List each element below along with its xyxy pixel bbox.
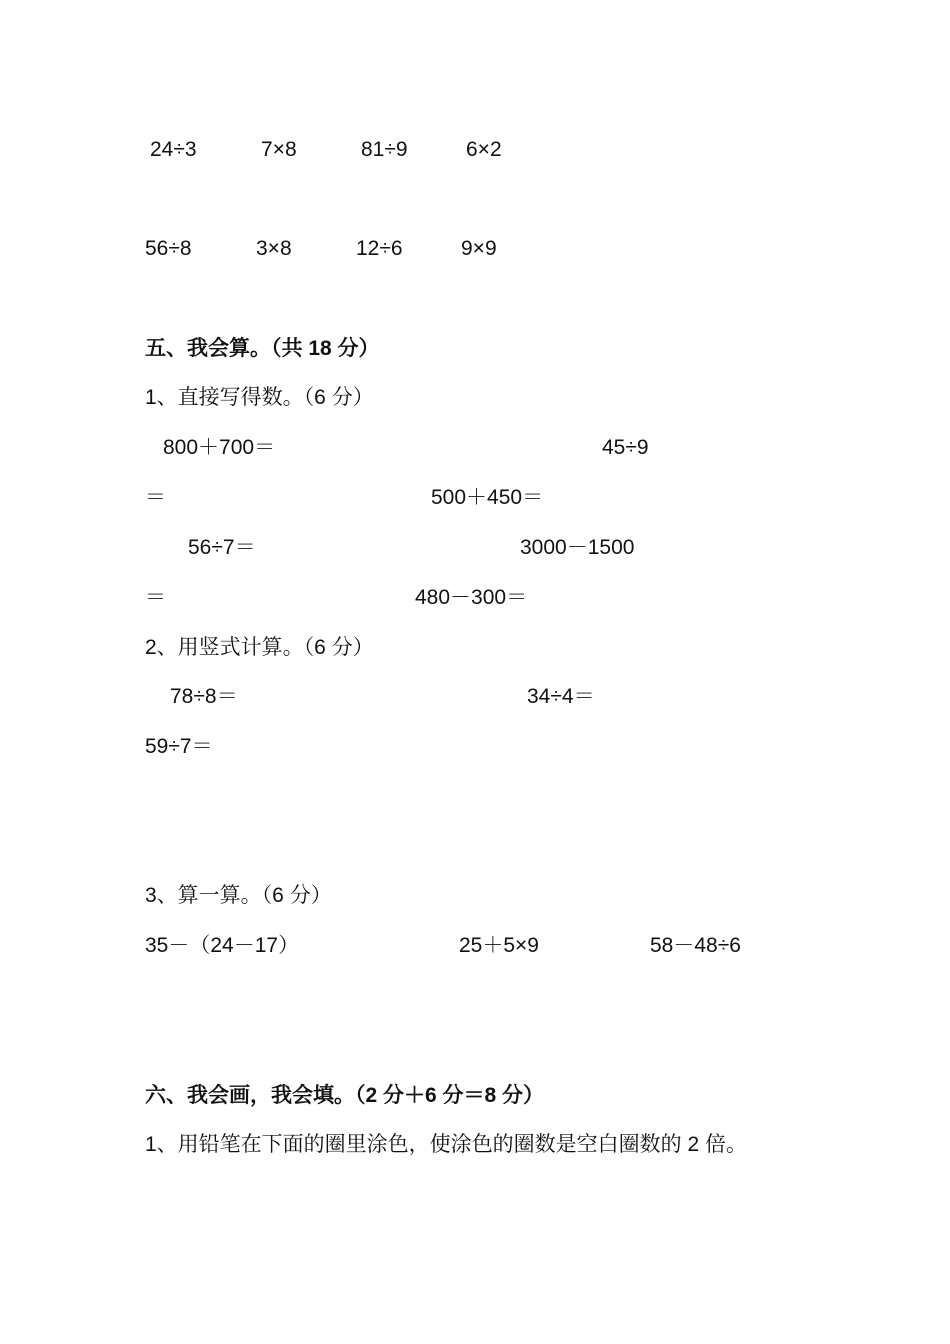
q1-item-6: 3000－1500	[520, 536, 635, 559]
q3-item-1: 35－（24－17）	[145, 934, 300, 957]
q1-item-2: 45÷9	[602, 436, 649, 459]
problem-r2-2: 3×8	[256, 237, 292, 260]
problem-r2-4: 9×9	[461, 237, 497, 260]
section6-q1-title: 1、用铅笔在下面的圈里涂色，使涂色的圈数是空白圈数的 2 倍。	[145, 1133, 748, 1156]
section5-q2-title: 2、用竖式计算。（6 分）	[145, 636, 374, 659]
problem-r2-1: 56÷8	[145, 237, 192, 260]
section6-title: 六、我会画，我会填。（2 分＋6 分＝8 分）	[145, 1084, 545, 1107]
problem-r1-4: 6×2	[466, 138, 502, 161]
q2-item-2: 34÷4＝	[527, 685, 595, 708]
section5-q3-title: 3、算一算。（6 分）	[145, 884, 332, 907]
q1-item-7: ＝	[145, 586, 166, 609]
section5-title: 五、我会算。（共 18 分）	[145, 337, 380, 360]
problem-r1-3: 81÷9	[361, 138, 408, 161]
section5-q1-title: 1、直接写得数。（6 分）	[145, 386, 374, 409]
q2-item-3: 59÷7＝	[145, 735, 213, 758]
problem-r1-2: 7×8	[261, 138, 297, 161]
q3-item-3: 58－48÷6	[650, 934, 741, 957]
q3-item-2: 25＋5×9	[459, 934, 539, 957]
q1-item-5: 56÷7＝	[188, 536, 256, 559]
problem-r2-3: 12÷6	[356, 237, 403, 260]
q1-item-8: 480－300＝	[415, 586, 528, 609]
q2-item-1: 78÷8＝	[170, 685, 238, 708]
problem-r1-1: 24÷3	[150, 138, 197, 161]
q1-item-3: ＝	[145, 486, 166, 509]
q1-item-1: 800＋700＝	[163, 436, 276, 459]
q1-item-4: 500＋450＝	[431, 486, 544, 509]
